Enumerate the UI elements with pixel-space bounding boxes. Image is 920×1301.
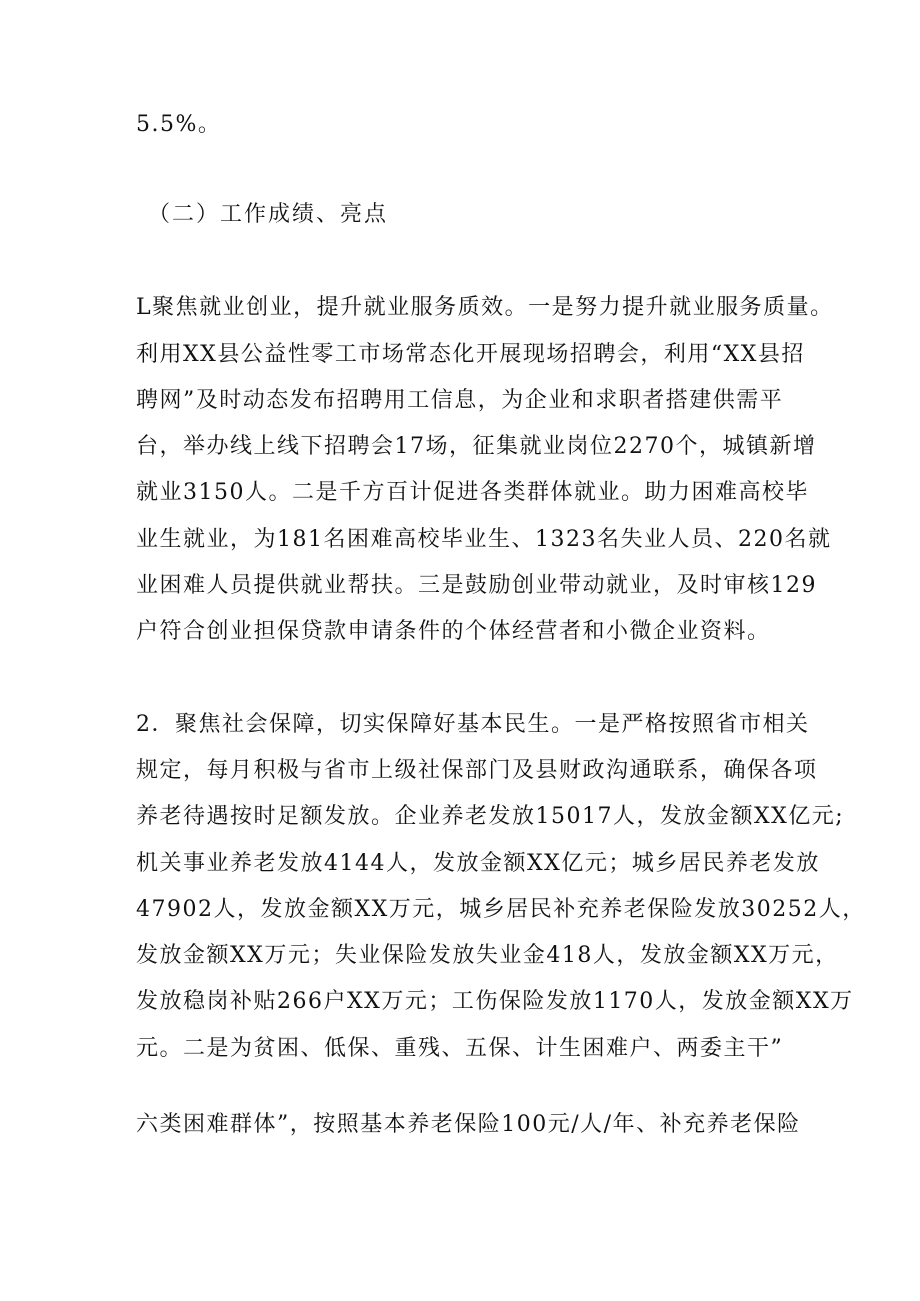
paragraph-line: 元。二是为贫困、低保、重残、五保、计生困难户、两委主干” — [136, 1036, 784, 1061]
section-heading: （二）工作成绩、亮点 — [148, 202, 389, 227]
paragraph-line: L聚焦就业创业，提升就业服务质效。一是努力提升就业服务质量。 — [136, 295, 834, 320]
paragraph-line: 业困难人员提供就业帮扶。三是鼓励创业带动就业，及时审核129 — [136, 573, 817, 598]
paragraph-line: 发放稳岗补贴266户XX万元；工伤保险发放1170人，发放金额XX万 — [136, 989, 854, 1014]
paragraph-line: 2．聚焦社会保障，切实保障好基本民生。一是严格按照省市相关 — [136, 712, 810, 737]
paragraph-line: 发放金额XX万元；失业保险发放失业金418人，发放金额XX万元， — [136, 943, 839, 968]
paragraph-line: 业生就业，为181名困难高校毕业生、1323名失业人员、220名就 — [136, 527, 832, 552]
paragraph-line: 47902人，发放金额XX万元，城乡居民补充养老保险发放30252人， — [136, 897, 866, 922]
top-fragment: 5.5%。 — [136, 112, 222, 137]
paragraph-line: 规定，每月积极与省市上级社保部门及县财政沟通联系，确保各项 — [136, 758, 818, 783]
paragraph-line: 聘网”及时动态发布招聘用工信息，为企业和求职者搭建供需平 — [136, 388, 784, 413]
paragraph-line: 台，举办线上线下招聘会17场，征集就业岗位2270个，城镇新增 — [136, 434, 817, 459]
paragraph-line: 利用XX县公益性零工市场常态化开展现场招聘会，利用“XX县招 — [136, 342, 805, 367]
paragraph-line: 六类困难群体”，按照基本养老保险100元/人/年、补充养老保险 — [136, 1112, 801, 1137]
paragraph-line: 户符合创业担保贷款申请条件的个体经营者和小微企业资料。 — [136, 619, 771, 644]
paragraph-line: 就业3150人。二是千方百计促进各类群体就业。助力困难高校毕 — [136, 480, 809, 505]
paragraph-line: 养老待遇按时足额发放。企业养老发放15017人，发放金额XX亿元; — [136, 804, 845, 829]
paragraph-line: 机关事业养老发放4144人，发放金额XX亿元；城乡居民养老发放 — [136, 851, 820, 876]
